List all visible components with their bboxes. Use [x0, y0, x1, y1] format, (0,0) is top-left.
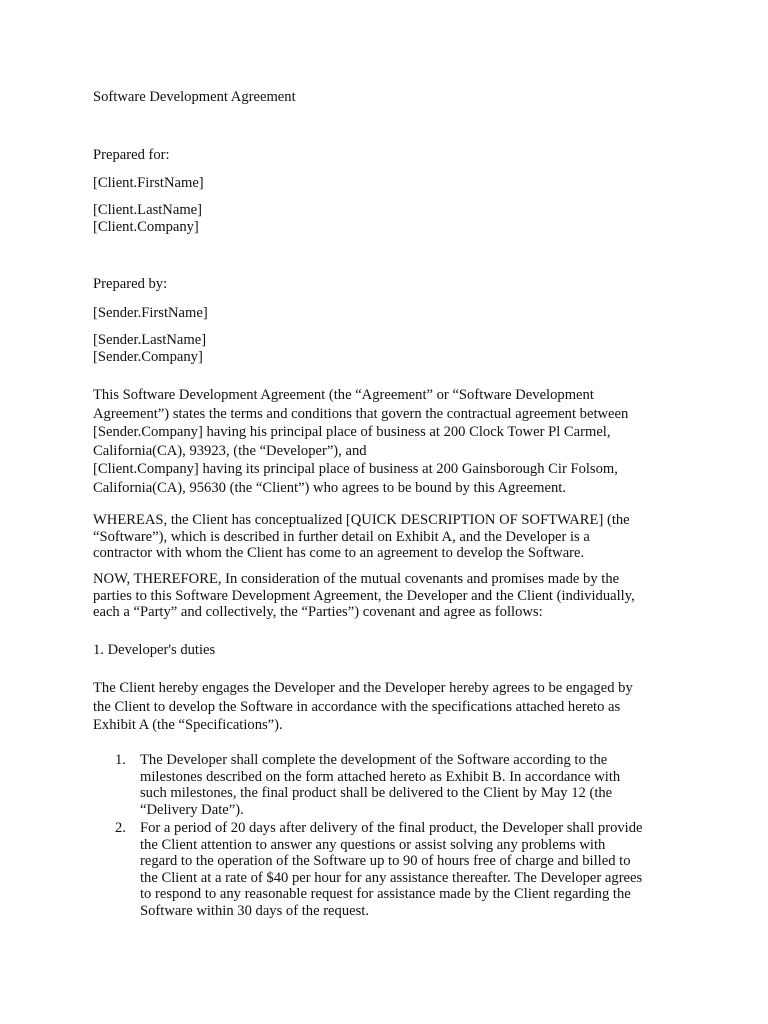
list-item-text — [140, 752, 620, 818]
section-1-paragraph — [93, 679, 683, 735]
prepared-by-label: Prepared by: — [93, 276, 168, 292]
list-item-number: 1. — [115, 752, 126, 768]
paragraph-line: This Software Development Agreement (the “Agreement” or “Software Development — [93, 387, 594, 403]
therefore-paragraph — [93, 571, 683, 621]
paragraph-line: California(CA), 93923, (the “Developer”), and — [93, 442, 367, 459]
section-1-heading: 1. Developer's duties — [93, 642, 216, 658]
list-item-line: the Client attention to answer any questions or assist solving any problems with — [140, 836, 606, 853]
list-item-line: Software within 30 days of the request. — [140, 902, 369, 919]
list-item-line: For a period of 20 days after delivery of the final product, the Developer shall provide — [140, 820, 643, 836]
paragraph-line: contractor with whom the Client has come to an agreement to develop the Software. — [93, 545, 585, 561]
paragraph-line: [Sender.Company] having his principal place of business at 200 Clock Tower Pl Carmel, — [93, 424, 611, 441]
paragraph-line: WHEREAS, the Client has conceptualized [QUICK DESCRIPTION OF SOFTWARE] (the — [93, 512, 630, 528]
list-item-line: such milestones, the final product shall be delivered to the Client by May 12 (the — [140, 785, 613, 801]
document-title: Software Development Agreement — [93, 89, 296, 105]
paragraph-line: [Client.Company] having its principal place of business at 200 Gainsborough Cir Folsom, — [93, 461, 618, 478]
list-item-line: regard to the operation of the Software up to 90 of hours free of charge and billed to — [140, 853, 631, 869]
list-item-text — [140, 820, 643, 919]
intro-paragraph — [93, 386, 683, 498]
sender-company: [Sender.Company] — [93, 349, 203, 365]
prepared-for-label: Prepared for: — [93, 147, 170, 163]
list-item-line: to respond to any reasonable request for assistance made by the Client regarding the — [140, 886, 631, 902]
client-first-name: [Client.FirstName] — [93, 175, 204, 191]
sender-last-name: [Sender.LastName] — [93, 332, 207, 348]
paragraph-line: Exhibit A (the “Specifications”). — [93, 717, 283, 733]
paragraph-line: “Software”), which is described in further detail on Exhibit A, and the Developer is a — [93, 528, 590, 545]
sender-first-name: [Sender.FirstName] — [93, 305, 208, 321]
paragraph-line: parties to this Software Development Agreement, the Developer and the Client (individually, — [93, 587, 635, 604]
paragraph-line: the Client to develop the Software in accordance with the specifications attached hereto as — [93, 698, 621, 715]
whereas-paragraph — [93, 512, 683, 562]
paragraph-line: The Client hereby engages the Developer and the Developer hereby agrees to be engaged by — [93, 680, 633, 696]
list-item-line: The Developer shall complete the development of the Software according to the — [140, 752, 608, 768]
list-item-line: milestones described on the form attached hereto as Exhibit B. In accordance with — [140, 768, 621, 785]
list-item-line: the Client at a rate of $40 per hour for any assistance thereafter. The Developer agrees — [140, 869, 643, 886]
client-company: [Client.Company] — [93, 219, 199, 235]
paragraph-line: California(CA), 95630 (the “Client”) who agrees to be bound by this Agreement. — [93, 479, 566, 496]
list-item-line: “Delivery Date”). — [140, 801, 244, 818]
paragraph-line: NOW, THEREFORE, In consideration of the mutual covenants and promises made by the — [93, 571, 620, 587]
paragraph-line: each a “Party” and collectively, the “Parties”) covenant and agree as follows: — [93, 604, 543, 620]
list-item-number: 2. — [115, 820, 126, 836]
client-last-name: [Client.LastName] — [93, 202, 203, 218]
paragraph-line: Agreement”) states the terms and conditions that govern the contractual agreement between — [93, 405, 629, 422]
